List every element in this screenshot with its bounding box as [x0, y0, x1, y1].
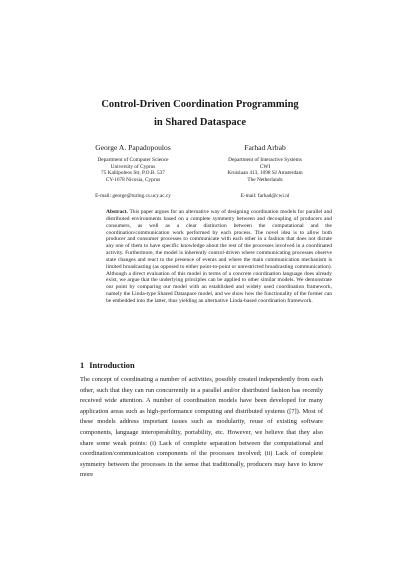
abstract-text: This paper argues for an alternative way of designing coordination models for parallel and distributed environments based on a complete symmetry between and decoupling of producers and consumers, as well as a clear distinction between the computational and the coordination/communication work performed by each process. The novel idea is to allow both producer and consumer processes to communicate with each other in a fashion that does not dictate any one of them to have specific knowledge about the rest of the processes involved in a coordinated activity. Furthermore, the model is inherently control-driven where communicating processes observe state changes and react to the presence of events and where the main communication mechanism is limited broadcasting (as opposed to either point-to-point or unrestricted broadcasting communication). Although a direct evaluation of this model in terms of a concrete coordination language does already exist, we argue that the underlying principles can be applied to other similar models. We demonstrate our point by comparing our model with an established and widely used coordination framework, namely the Linda-type Shared Dataspace model, and we show how the functionality of the former can be embedded into the latter, thus yielding an alternative Linda-based coordination framework. [106, 209, 332, 304]
author-name-2: Farhad Arbab [244, 143, 286, 152]
affiliation-line: 75 Kallipoleos Str, P.O.B. 537 [101, 170, 165, 177]
author-email-2: E-mail: farhad@cwi.nl [240, 193, 290, 199]
author-email-1: E-mail: george@turing.cs.ucy.ac.cy [95, 193, 171, 199]
affiliation-line: Department of Computer Science [97, 157, 169, 163]
affiliation-line: CWI [259, 163, 271, 170]
author-affiliation-2 [180, 157, 350, 183]
section-number: 1 [80, 361, 85, 370]
paper-title-line1: Control-Driven Coordination Programming [101, 99, 299, 110]
author-name-1: George A. Papadopoulos [95, 143, 171, 152]
abstract [106, 209, 332, 305]
paper-title-line2: in Shared Dataspace [154, 117, 246, 128]
affiliation-line: University of Cyprus [110, 163, 156, 170]
affiliation-line: Kruislaan 413, 1098 SJ Amsterdam [227, 170, 303, 177]
affiliation-line: The Netherlands [247, 176, 283, 183]
intro-paragraph: The concept of coordinating a number of activities, possibly created independently from each other, such that they can run concurrently in a parallel and/or distributed fashion has recently received wide attention. A number of coordination models have been developed for many application areas such as high-performance computing and distributed systems ([7]). Most of these models address important issues such as modularity, reuse of existing software components, language interoperability, portability, etc. However, we believe that they also share some weak points: (i) Lack of complete separation between the computational and coordination/communication components of the processes involved; (ii) Lack of complete symmetry between the processes in the sense that traditionally, producers may have to know more [80, 376, 323, 479]
affiliation-line: Department of Interactive Systems [228, 157, 302, 163]
section-heading [80, 361, 135, 370]
section-title: Introduction [89, 361, 135, 370]
affiliation-line: CY-1678 Nicosia, Cyprus [105, 176, 161, 183]
abstract-label: Abstract. [106, 209, 128, 215]
